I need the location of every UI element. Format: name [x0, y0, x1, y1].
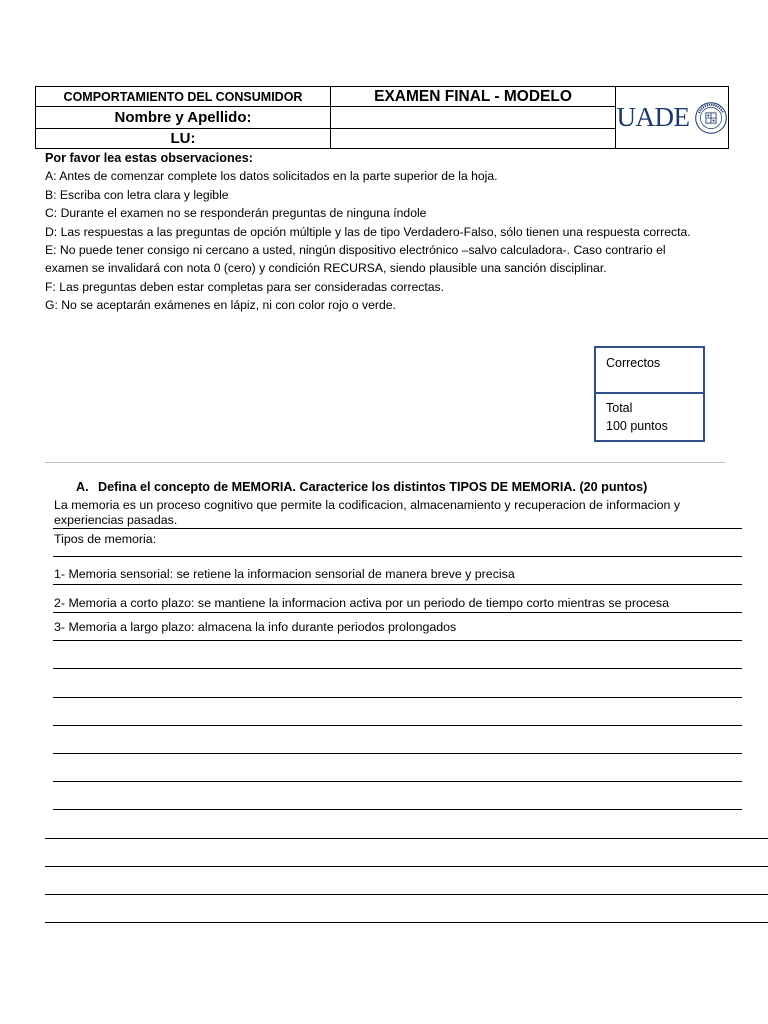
course-name: COMPORTAMIENTO DEL CONSUMIDOR	[35, 86, 331, 107]
lu-label: LU:	[35, 128, 331, 149]
writing-line	[45, 894, 768, 895]
writing-line	[53, 781, 742, 782]
score-total-points: 100 puntos	[606, 419, 668, 433]
writing-line	[53, 528, 742, 529]
observation-item: G: No se aceptarán exámenes en lápiz, ni con color rojo o verde.	[45, 298, 396, 313]
observation-item: A: Antes de comenzar complete los datos solicitados en la parte superior de la hoja.	[45, 169, 498, 184]
observation-item: E: No puede tener consigo ni cercano a usted, ningún dispositivo electrónico –salvo calculadora-. Caso contrario el	[45, 243, 666, 258]
exam-header-table	[35, 86, 729, 149]
name-label: Nombre y Apellido:	[35, 106, 331, 129]
observation-item: B: Escriba con letra clara y legible	[45, 187, 229, 202]
writing-line	[45, 866, 768, 867]
writing-line	[53, 584, 742, 585]
answer-line: 2- Memoria a corto plazo: se mantiene la informacion activa por un periodo de tiempo corto mientras se procesa	[54, 596, 670, 610]
observation-item: C: Durante el examen no se responderán preguntas de ninguna índole	[45, 206, 427, 221]
lu-field[interactable]	[330, 128, 616, 149]
observations-title: Por favor lea estas observaciones:	[45, 151, 253, 165]
logo-text: UADE	[616, 102, 690, 132]
observations	[45, 149, 745, 315]
score-box	[594, 346, 705, 442]
writing-line	[53, 753, 742, 754]
writing-line	[53, 697, 742, 698]
uade-logo	[615, 86, 729, 149]
writing-line	[53, 612, 742, 613]
name-field[interactable]	[330, 106, 616, 129]
writing-line	[53, 556, 742, 557]
score-total-cell	[596, 394, 703, 440]
question-a-title	[76, 480, 647, 494]
observation-item: F: Las preguntas deben estar completas para ser consideradas correctas.	[45, 279, 445, 294]
exam-title: EXAMEN FINAL - MODELO	[330, 86, 616, 107]
observation-item: examen se invalidará con nota 0 (cero) y condición RECURSA, siendo plausible una sanción disciplinar.	[45, 261, 607, 276]
writing-line	[45, 922, 768, 923]
writing-line	[45, 838, 768, 839]
answer-line: Tipos de memoria:	[54, 532, 157, 546]
score-total-label: Total	[606, 401, 633, 415]
answer-line: La memoria es un proceso cognitivo que permite la codificacion, almacenamiento y recuperacion de informacion y	[54, 498, 681, 512]
writing-line	[53, 809, 742, 810]
writing-line	[53, 668, 742, 669]
observation-item: D: Las respuestas a las preguntas de opción múltiple y las de tipo Verdadero-Falso, sólo tienen una respuesta correcta.	[45, 224, 691, 239]
writing-line	[53, 640, 742, 641]
score-correct-cell[interactable]	[596, 348, 703, 394]
writing-line	[53, 725, 742, 726]
question-a-letter: A.	[76, 480, 89, 494]
question-a-prompt: Defina el concepto de MEMORIA. Caracterice los distintos TIPOS DE MEMORIA. (20 puntos)	[98, 480, 648, 494]
section-divider	[45, 462, 725, 463]
score-correct-label: Correctos	[606, 356, 661, 370]
answer-line: 1- Memoria sensorial: se retiene la informacion sensorial de manera breve y precisa	[54, 567, 515, 581]
answer-line: experiencias pasadas.	[54, 513, 178, 527]
answer-line: 3- Memoria a largo plazo: almacena la info durante periodos prolongados	[54, 620, 457, 634]
foundation-seal-icon	[694, 101, 728, 135]
